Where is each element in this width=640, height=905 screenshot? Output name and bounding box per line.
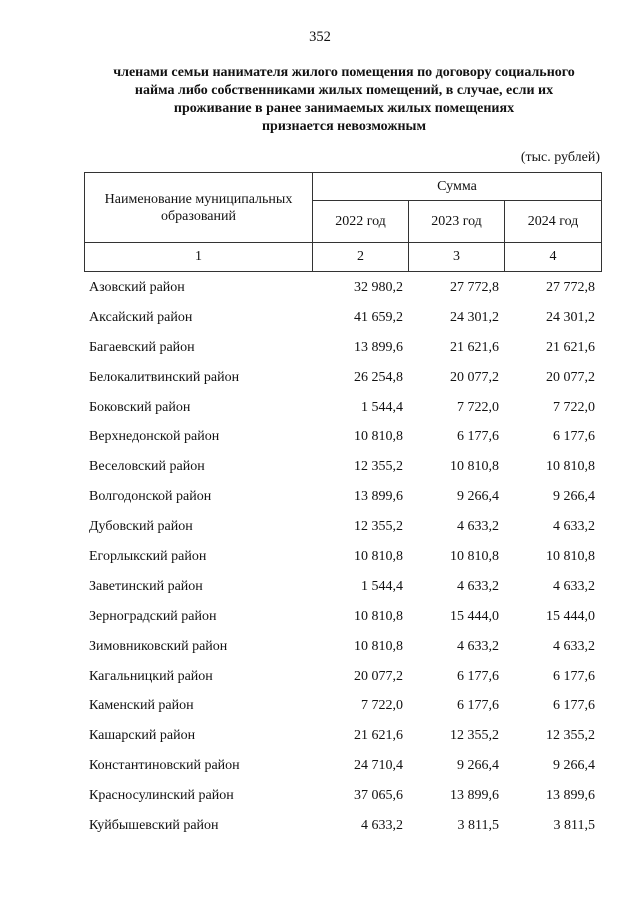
table-body — [84, 273, 601, 841]
row-name: Кашарский район — [89, 728, 196, 744]
page-number: 352 — [309, 29, 331, 45]
row-name: Аксайский район — [89, 309, 193, 325]
row-name: Зимовниковский район — [89, 638, 228, 654]
row-name: Кагальницкий район — [89, 668, 213, 684]
row-value-2024: 13 899,6 — [546, 788, 595, 804]
row-name: Белокалитвинский район — [89, 369, 240, 385]
row-name: Куйбышевский район — [89, 817, 219, 833]
row-value-2023: 20 077,2 — [450, 369, 499, 385]
row-name: Красносулинский район — [89, 788, 234, 804]
row-name: Азовский район — [89, 279, 185, 295]
table-row — [84, 632, 601, 662]
row-value-2024: 12 355,2 — [546, 728, 595, 744]
table-row — [84, 393, 601, 423]
header-col-number: 1 — [85, 243, 313, 272]
row-value-2023: 12 355,2 — [450, 728, 499, 744]
row-value-2024: 9 266,4 — [553, 489, 595, 505]
row-value-2023: 3 811,5 — [457, 817, 499, 833]
row-value-2022: 21 621,6 — [354, 728, 403, 744]
row-value-2022: 10 810,8 — [354, 548, 403, 564]
row-value-2022: 13 899,6 — [354, 339, 403, 355]
row-value-2022: 10 810,8 — [354, 638, 403, 654]
row-value-2022: 24 710,4 — [354, 758, 403, 774]
header-col-number: 2 — [313, 243, 409, 272]
row-name: Веселовский район — [89, 459, 205, 475]
row-value-2023: 24 301,2 — [450, 309, 499, 325]
heading-line: проживание в ранее занимаемых жилых помещениях — [173, 101, 515, 116]
heading-line: признается невозможным — [261, 119, 427, 134]
row-value-2024: 10 810,8 — [546, 459, 595, 475]
row-value-2024: 6 177,6 — [553, 668, 595, 684]
table-header — [84, 172, 602, 272]
table-row — [84, 572, 601, 602]
row-value-2023: 15 444,0 — [450, 608, 499, 624]
row-value-2022: 13 899,6 — [354, 489, 403, 505]
row-name: Багаевский район — [89, 339, 195, 355]
row-value-2023: 6 177,6 — [457, 429, 499, 445]
table-row — [84, 781, 601, 811]
row-value-2023: 6 177,6 — [457, 698, 499, 714]
table-row — [84, 482, 601, 512]
row-value-2022: 26 254,8 — [354, 369, 403, 385]
row-value-2022: 10 810,8 — [354, 429, 403, 445]
row-value-2022: 37 065,6 — [354, 788, 403, 804]
row-name: Зерноградский район — [89, 608, 217, 624]
header-year-2023: 2023 год — [409, 201, 505, 243]
row-value-2022: 4 633,2 — [361, 817, 403, 833]
row-name: Заветинский район — [89, 578, 203, 594]
table-row — [84, 363, 601, 393]
row-name: Боковский район — [89, 399, 191, 415]
row-value-2024: 7 722,0 — [553, 399, 595, 415]
row-value-2023: 21 621,6 — [450, 339, 499, 355]
row-name: Каменский район — [89, 698, 194, 714]
header-sum: Сумма — [313, 173, 602, 201]
row-value-2023: 4 633,2 — [457, 638, 499, 654]
table-row — [84, 303, 601, 333]
row-value-2023: 13 899,6 — [450, 788, 499, 804]
row-value-2024: 6 177,6 — [553, 698, 595, 714]
header-year-2024: 2024 год — [505, 201, 602, 243]
row-value-2023: 9 266,4 — [457, 489, 499, 505]
row-value-2022: 10 810,8 — [354, 608, 403, 624]
row-value-2023: 6 177,6 — [457, 668, 499, 684]
table-row — [84, 602, 601, 632]
row-value-2023: 9 266,4 — [457, 758, 499, 774]
row-value-2022: 1 544,4 — [361, 578, 403, 594]
row-value-2023: 4 633,2 — [457, 519, 499, 535]
table-row — [84, 273, 601, 303]
table-row — [84, 512, 601, 542]
units-label: (тыс. рублей) — [520, 150, 600, 165]
row-value-2022: 12 355,2 — [354, 519, 403, 535]
table-row — [84, 422, 601, 452]
row-value-2024: 15 444,0 — [546, 608, 595, 624]
table-row — [84, 721, 601, 751]
row-value-2023: 7 722,0 — [457, 399, 499, 415]
row-value-2024: 21 621,6 — [546, 339, 595, 355]
row-value-2024: 4 633,2 — [553, 519, 595, 535]
table-row — [84, 333, 601, 363]
row-value-2024: 4 633,2 — [553, 638, 595, 654]
row-value-2024: 24 301,2 — [546, 309, 595, 325]
header-year-2022: 2022 год — [313, 201, 409, 243]
row-value-2022: 12 355,2 — [354, 459, 403, 475]
table-row — [84, 751, 601, 781]
row-value-2023: 10 810,8 — [450, 548, 499, 564]
heading-line: членами семьи нанимателя жилого помещения по договору социального — [113, 65, 575, 80]
row-value-2022: 1 544,4 — [361, 399, 403, 415]
row-value-2024: 9 266,4 — [553, 758, 595, 774]
row-value-2023: 27 772,8 — [450, 279, 499, 295]
row-value-2023: 4 633,2 — [457, 578, 499, 594]
row-name: Верхнедонской район — [89, 429, 220, 445]
row-name: Дубовский район — [89, 519, 193, 535]
row-value-2024: 3 811,5 — [553, 817, 595, 833]
row-name: Константиновский район — [89, 758, 240, 774]
row-name: Волгодонской район — [89, 489, 212, 505]
table-row — [84, 452, 601, 482]
row-value-2024: 4 633,2 — [553, 578, 595, 594]
row-value-2022: 7 722,0 — [361, 698, 403, 714]
row-value-2023: 10 810,8 — [450, 459, 499, 475]
row-value-2022: 41 659,2 — [354, 309, 403, 325]
row-value-2024: 27 772,8 — [546, 279, 595, 295]
row-value-2024: 10 810,8 — [546, 548, 595, 564]
row-name: Егорлыкский район — [89, 548, 207, 564]
table-row — [84, 662, 601, 692]
table-row — [84, 542, 601, 572]
header-name-column: Наименование муниципальных образований — [85, 173, 313, 243]
header-col-number: 4 — [505, 243, 602, 272]
row-value-2024: 20 077,2 — [546, 369, 595, 385]
heading-line: найма либо собственниками жилых помещений, в случае, если их — [134, 83, 554, 98]
section-heading — [60, 64, 628, 136]
row-value-2022: 32 980,2 — [354, 279, 403, 295]
row-value-2022: 20 077,2 — [354, 668, 403, 684]
table-row — [84, 811, 601, 841]
table-row — [84, 691, 601, 721]
row-value-2024: 6 177,6 — [553, 429, 595, 445]
header-col-number: 3 — [409, 243, 505, 272]
